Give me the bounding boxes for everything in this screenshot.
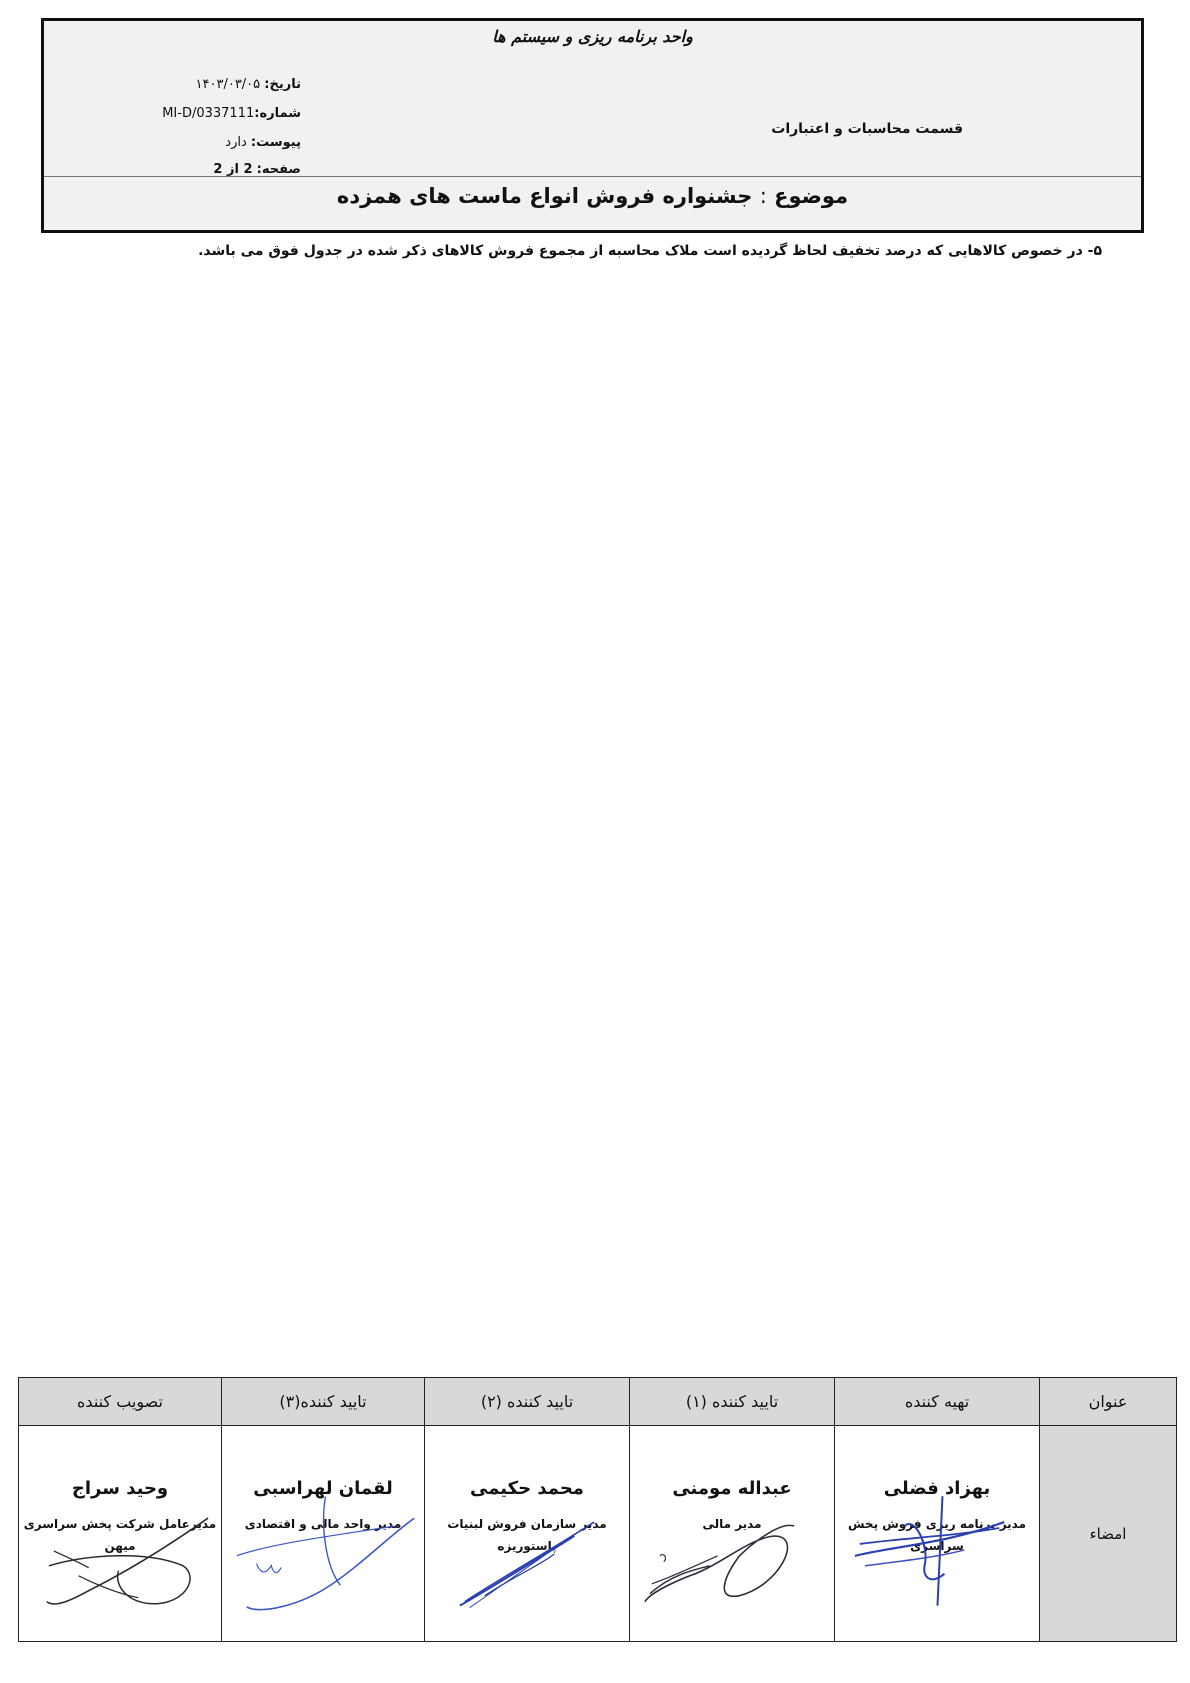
subject-text: جشنواره فروش انواع ماست های همزده bbox=[336, 184, 753, 208]
number-line bbox=[162, 106, 301, 121]
approver-1-role: مدیر مالی bbox=[702, 1517, 762, 1531]
date-line bbox=[196, 77, 301, 92]
final-approver-name: وحید سراج bbox=[71, 1478, 169, 1499]
subject-colon: : bbox=[759, 184, 767, 208]
department-name: قسمت محاسبات و اعتبارات bbox=[771, 121, 963, 137]
unit-title: واحد برنامه ریزی و سیستم ها bbox=[492, 27, 693, 46]
approver-3-name: لقمان لهراسبی bbox=[253, 1478, 393, 1499]
approver-1-signature-cell bbox=[630, 1426, 835, 1642]
signature-table bbox=[18, 1377, 1177, 1642]
preparer-name: بهزاد فضلی bbox=[883, 1478, 991, 1499]
approver-1-name: عبداله مومنی bbox=[672, 1478, 792, 1499]
letter-header bbox=[41, 18, 1144, 233]
approver-3-signature-cell bbox=[222, 1426, 425, 1642]
date-value: ۱۴۰۳/۰۳/۰۵ bbox=[195, 77, 261, 92]
final-approver-signature-cell bbox=[19, 1426, 222, 1642]
approver-2-signature-cell bbox=[425, 1426, 630, 1642]
subject-label: موضوع bbox=[774, 184, 849, 208]
attachment-label: پیوست: bbox=[250, 135, 301, 150]
page-label: صفحه: bbox=[256, 162, 301, 177]
signature-row bbox=[19, 1426, 1177, 1642]
signature-row-label: امضاء bbox=[1040, 1426, 1177, 1642]
approver-3-role: مدیر واحد مالی و اقتصادی bbox=[244, 1517, 402, 1531]
preparer-signature-cell bbox=[835, 1426, 1040, 1642]
header-divider bbox=[44, 176, 1141, 177]
number-value: MI-D/0337111 bbox=[162, 106, 255, 121]
approver-2-name: محمد حکیمی bbox=[470, 1478, 584, 1499]
preparer-header: تهیه کننده bbox=[835, 1378, 1040, 1426]
subject-line bbox=[44, 184, 1141, 208]
date-label: تاریخ: bbox=[264, 77, 301, 92]
page-value: 2 از 2 bbox=[213, 162, 253, 177]
attachment-line bbox=[225, 135, 301, 150]
approver-3-header: تایید کننده(۳) bbox=[222, 1378, 425, 1426]
page-line bbox=[213, 162, 301, 177]
body-paragraph: ۵- در خصوص کالاهایی که درصد تخفیف لحاظ گردیده است ملاک محاسبه از مجموع فروش کالاهای ذکر شده در جدول فوق می باشد. bbox=[198, 243, 1102, 259]
approver-2-header: تایید کننده (۲) bbox=[425, 1378, 630, 1426]
approver-2-role: مدیر سازمان فروش لبنیات پاستوریزه bbox=[447, 1517, 607, 1553]
signature-header-row bbox=[19, 1378, 1177, 1426]
final-approver-role: مدیرعامل شرکت پخش سراسری میهن bbox=[23, 1517, 217, 1553]
title-column-header: عنوان bbox=[1040, 1378, 1177, 1426]
preparer-role: مدیر برنامه ریزی فروش پخش سراسری bbox=[847, 1517, 1027, 1553]
number-label: شماره: bbox=[254, 106, 301, 121]
approver-1-header: تایید کننده (۱) bbox=[630, 1378, 835, 1426]
attachment-value: دارد bbox=[225, 135, 247, 150]
final-approver-header: تصویب کننده bbox=[19, 1378, 222, 1426]
